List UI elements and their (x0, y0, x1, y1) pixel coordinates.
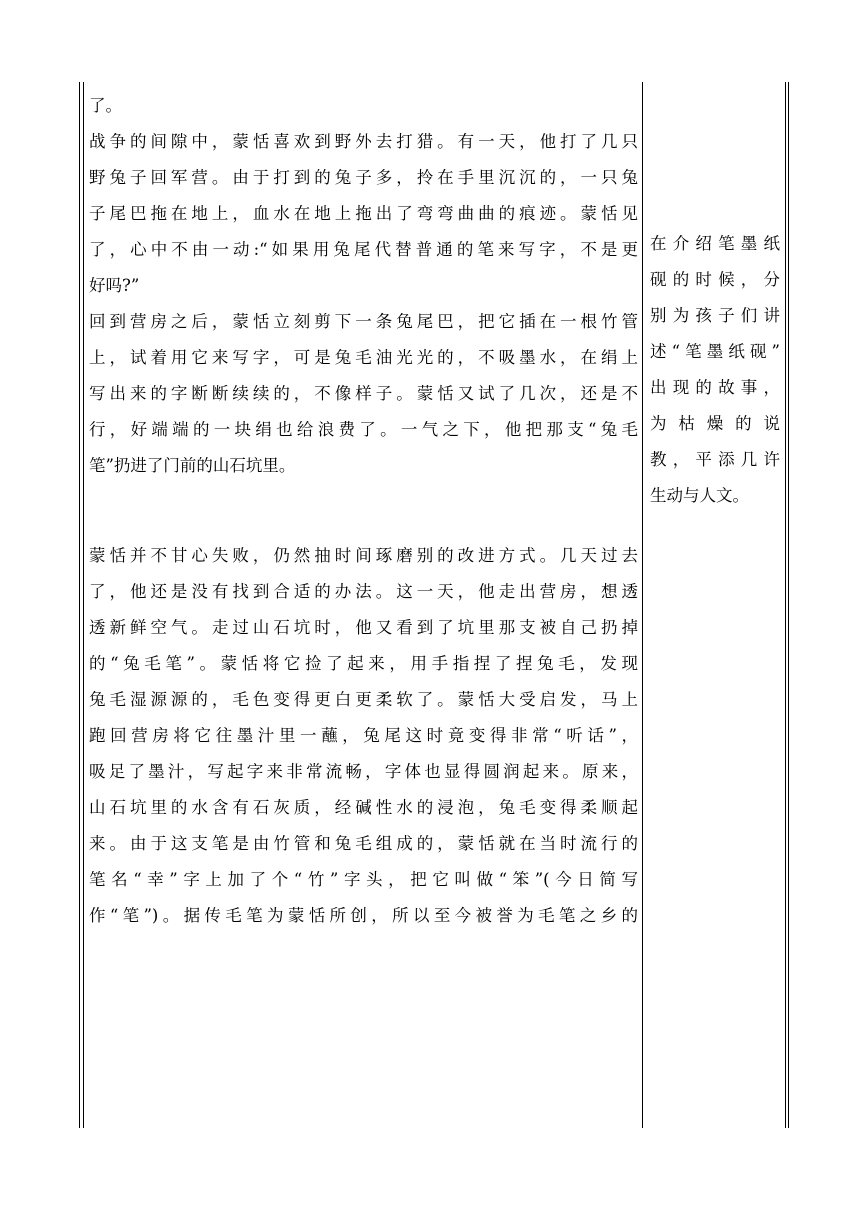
paragraph-line: 笔名“幸”字上加了个“竹”字头，把它叫做“笨”(今日简写 (89, 870, 638, 889)
paragraph-line: 行，好端端的一块绢也给浪费了。一气之下，他把那支“兔毛 (89, 420, 638, 439)
paragraph-line: 回到营房之后，蒙恬立刻剪下一条兔尾巴，把它插在一根竹管 (89, 312, 638, 331)
paragraph-line: 野兔子回军营。由于打到的兔子多，拎在手里沉沉的，一只兔 (89, 168, 638, 187)
paragraph-line: 来。由于这支笔是由竹管和兔毛组成的，蒙恬就在当时流行的 (89, 834, 638, 853)
paragraph-line: 蒙恬并不甘心失败，仍然抽时间琢磨别的改进方式。几天过去 (89, 546, 638, 565)
table-column-divider (642, 82, 643, 1128)
table-inner-left-border (83, 82, 84, 1128)
paragraph-line: 了，他还是没有找到合适的办法。这一天，他走出营房，想透 (89, 582, 638, 601)
paragraph-line: 透新鲜空气。走过山石坑时，他又看到了坑里那支被自己扔掉 (89, 618, 638, 637)
paragraph-line: 写出来的字断断续续的，不像样子。蒙恬又试了几次，还是不 (89, 384, 638, 403)
note-line: 在介绍笔墨纸 (650, 234, 780, 253)
paragraph-line: 山石坑里的水含有石灰质，经碱性水的浸泡，兔毛变得柔顺起 (89, 798, 638, 817)
paragraph-line: 战争的间隙中，蒙恬喜欢到野外去打猎。有一天，他打了几只 (89, 132, 638, 151)
paragraph-line: 的“兔毛笔”。蒙恬将它捡了起来，用手指捏了捏兔毛，发现 (89, 654, 638, 673)
paragraph-line: 了，心中不由一动:“如果用兔尾代替普通的笔来写字，不是更 (89, 240, 638, 259)
paragraph-line: 作“笔”)。据传毛笔为蒙恬所创，所以至今被誉为毛笔之乡的 (89, 906, 638, 925)
note-line: 出现的故事， (650, 378, 780, 397)
paragraph-line: 好吗?” (89, 276, 140, 295)
note-line: 生动与人文。 (650, 486, 749, 505)
table-inner-right-border (785, 82, 786, 1128)
paragraph-line: 吸足了墨汁，写起字来非常流畅，字体也显得圆润起来。原来， (89, 762, 638, 781)
paragraph-line: 兔毛湿源源的，毛色变得更白更柔软了。蒙恬大受启发，马上 (89, 690, 638, 709)
note-line: 别为孩子们讲 (650, 306, 780, 325)
paragraph-gap (89, 484, 638, 538)
design-note-column (650, 226, 780, 514)
paragraph-line: 子尾巴拖在地上，血水在地上拖出了弯弯曲曲的痕迹。蒙恬见 (89, 204, 638, 223)
paragraph-line: 跑回营房将它往墨汁里一蘸，兔尾这时竟变得非常“听话”， (89, 726, 638, 745)
note-line: 教，平添几许 (650, 450, 780, 469)
story-text-column (89, 88, 638, 934)
paragraph-line: 笔”扔进了门前的山石坑里。 (89, 456, 296, 475)
note-line: 为枯燥的说 (650, 414, 780, 433)
note-line: 述“笔墨纸砚” (650, 342, 780, 361)
paragraph-line: 上，试着用它来写字，可是兔毛油光光的，不吸墨水，在绢上 (89, 348, 638, 367)
note-line: 砚的时候，分 (650, 270, 780, 289)
paragraph-line: 了。 (89, 96, 122, 115)
